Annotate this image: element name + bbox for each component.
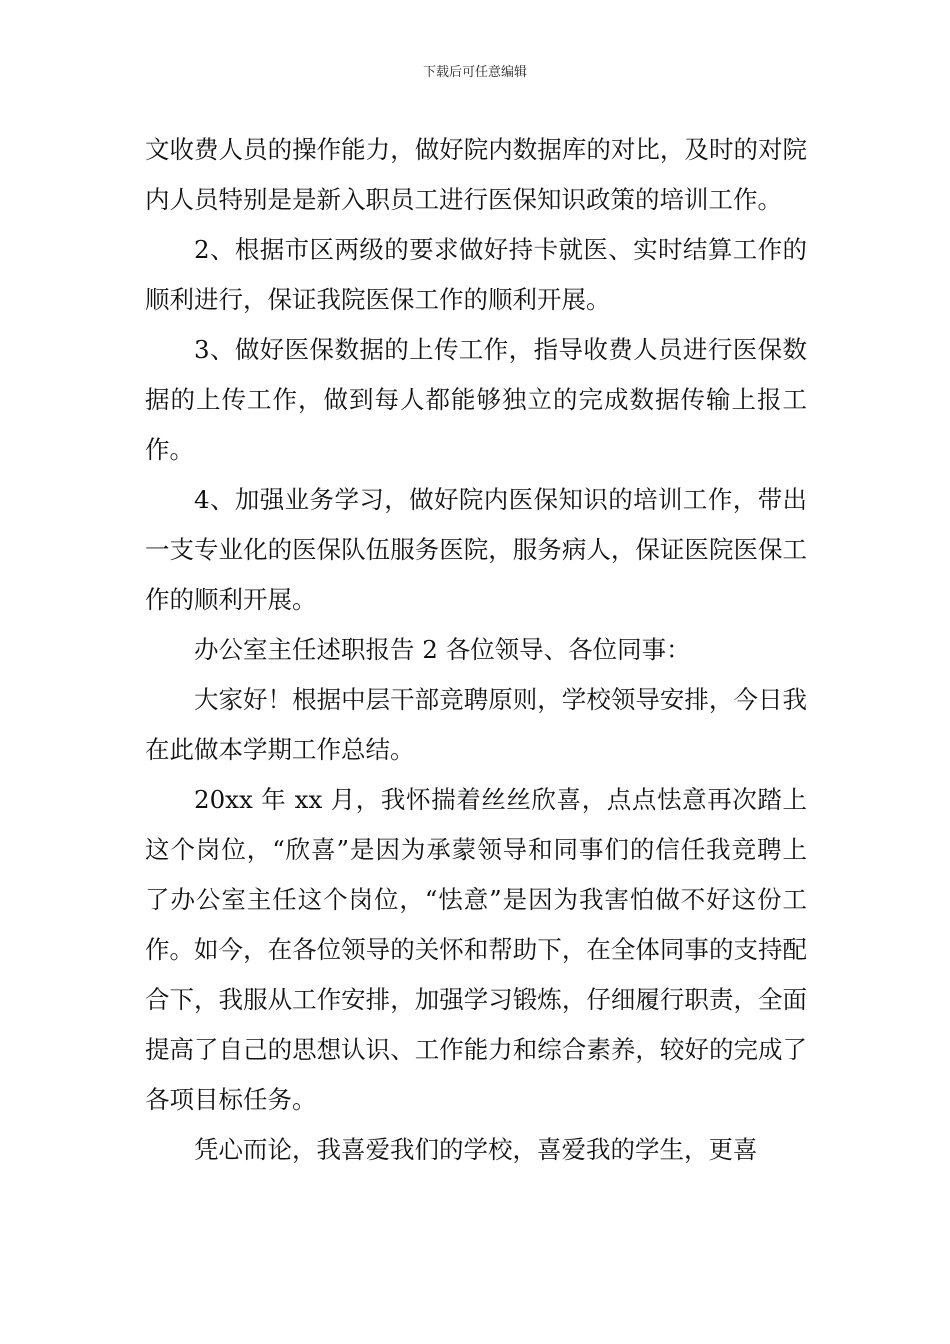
- paragraph-body: 20xx 年 xx 月，我怀揣着丝丝欣喜，点点怯意再次踏上这个岗位，“欣喜”是因为承蒙领导和同事们的信任我竞聘上了办公室主任这个岗位，“怯意”是因为我害怕做不好这份工作。如今，在各位领导的关怀和帮助下，在全体同事的支持配合下，我服从工作安排，加强学习锻炼，仔细履行职责，全面提高了自己的思想认识、工作能力和综合素养，较好的完成了各项目标任务。: [145, 785, 807, 1114]
- paragraph-continued: 文收费人员的操作能力，做好院内数据库的对比，及时的对院内人员特别是是新入职员工进行医保知识政策的培训工作。: [145, 135, 807, 214]
- paragraph-item-3: 3、做好医保数据的上传工作，指导收费人员进行医保数据的上传工作，做到每人都能够独立的完成数据传输上报工作。: [145, 335, 807, 464]
- paragraph-item-4: 4、加强业务学习，做好院内医保知识的培训工作，带出一支专业化的医保队伍服务医院，服务病人，保证医院医保工作的顺利开展。: [145, 485, 807, 614]
- paragraph-closing: 凭心而论，我喜爱我们的学校，喜爱我的学生，更喜: [194, 1135, 758, 1164]
- page-header-note: 下载后可任意编辑: [422, 65, 527, 80]
- paragraph-report-title: 办公室主任述职报告 2 各位领导、各位同事：: [194, 635, 691, 664]
- paragraph-item-2: 2、根据市区两级的要求做好持卡就医、实时结算工作的顺利进行，保证我院医保工作的顺利开展。: [145, 235, 807, 314]
- paragraph-greeting: 大家好！根据中层干部竞聘原则，学校领导安排，今日我在此做本学期工作总结。: [145, 685, 807, 764]
- document-body: [145, 125, 807, 1175]
